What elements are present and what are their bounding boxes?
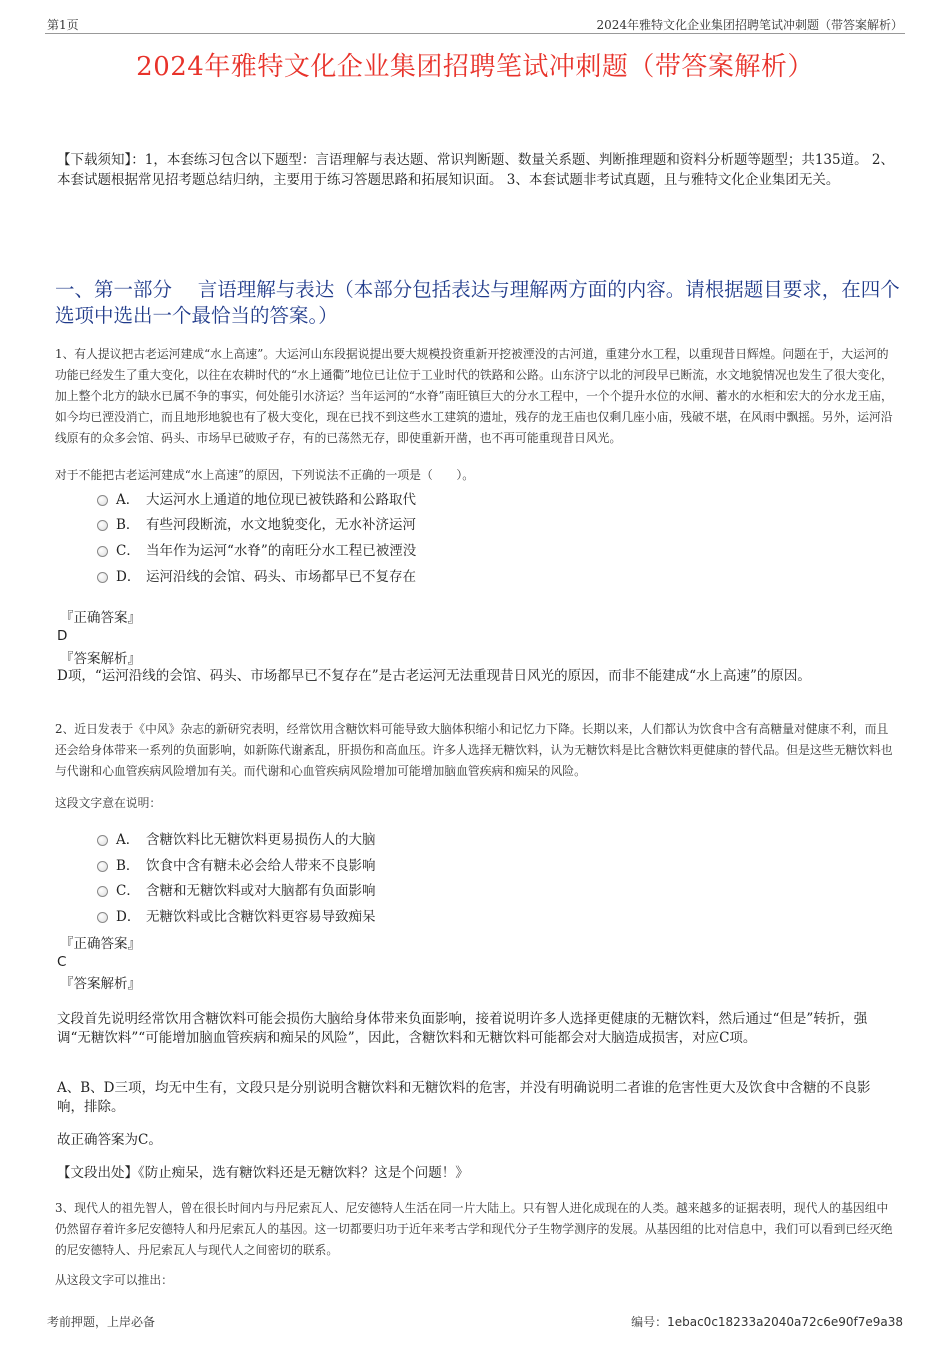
radio-icon[interactable] [97, 495, 108, 506]
radio-icon[interactable] [97, 912, 108, 923]
question-2-analysis-p3: 故正确答案为C。 [57, 1132, 162, 1148]
footer-code-label: 编号： [631, 1315, 668, 1329]
correct-answer-label: 『正确答案』 [60, 936, 141, 952]
header-divider [45, 33, 905, 34]
option-text: 无糖饮料或比含糖饮料更容易导致痴呆 [146, 909, 376, 925]
question-1-option-b[interactable] [97, 515, 416, 535]
radio-icon[interactable] [97, 546, 108, 557]
option-letter: C． [116, 543, 140, 559]
option-text: 当年作为运河“水脊”的南旺分水工程已被湮没 [146, 543, 417, 559]
question-1-stem: 对于不能把古老运河建成“水上高速”的原因，下列说法不正确的一项是（ ）。 [55, 468, 475, 482]
correct-answer-label: 『正确答案』 [60, 610, 141, 626]
footer-code-value: 1ebac0c18233a2040a72c6e90f7e9a38 [667, 1315, 903, 1329]
option-letter: D． [116, 909, 141, 925]
option-letter: B． [116, 858, 140, 874]
footer-slogan: 考前押题，上岸必备 [47, 1315, 156, 1329]
option-text: 大运河水上通道的地位现已被铁路和公路取代 [146, 492, 416, 508]
question-2-analysis-p1: 文段首先说明经常饮用含糖饮料可能会损伤大脑给身体带来负面影响，接着说明许多人选择更健康的无糖饮料，然后通过“但是”转折，强调“无糖饮料”“可能增加脑血管疾病和痴呆的风险”，因此，含糖饮料和无糖饮料可能都会对大脑造成损害，对应C项。 [57, 1011, 868, 1046]
question-1-answer: D [57, 628, 68, 644]
option-letter: A． [116, 832, 140, 848]
option-text: 运河沿线的会馆、码头、市场都早已不复存在 [146, 569, 416, 585]
download-notice: 【下载须知】：1，本套练习包含以下题型：言语理解与表达题、常识判断题、数量关系题、判断推理题和资料分析题等题型；共135道。 2、本套试题根据常见招考题总结归纳，主要用于练习答题思路和拓展知识面。 3、本套试题非考试真题，且与雅特文化企业集团无关。 [57, 152, 894, 188]
analysis-label: 『答案解析』 [60, 976, 141, 992]
radio-icon[interactable] [97, 861, 108, 872]
section-heading: 一、第一部分 言语理解与表达（本部分包括表达与理解两方面的内容。请根据题目要求，在四个选项中选出一个最恰当的答案。） [55, 278, 900, 327]
option-letter: B． [116, 517, 140, 533]
question-2-source: 【文段出处】《防止痴呆，选有糖饮料还是无糖饮料？这是个问题！》 [57, 1165, 469, 1181]
option-letter: A． [116, 492, 140, 508]
question-1-option-c[interactable] [97, 541, 416, 561]
radio-icon[interactable] [97, 886, 108, 897]
radio-icon[interactable] [97, 835, 108, 846]
document-title: 2024年雅特文化企业集团招聘笔试冲刺题（带答案解析） [136, 52, 814, 82]
option-text: 含糖饮料比无糖饮料更易损伤人的大脑 [146, 832, 376, 848]
question-2-option-b[interactable] [97, 856, 376, 876]
question-2-answer: C [57, 954, 67, 970]
option-text: 含糖和无糖饮料或对大脑都有负面影响 [146, 883, 376, 899]
question-2-option-c[interactable] [97, 881, 376, 901]
radio-icon[interactable] [97, 520, 108, 531]
option-text: 饮食中含有糖未必会给人带来不良影响 [146, 858, 376, 874]
option-text: 有些河段断流，水文地貌变化，无水补济运河 [146, 517, 416, 533]
option-letter: D． [116, 569, 141, 585]
analysis-label: 『答案解析』 [60, 651, 141, 667]
footer-code [631, 1313, 903, 1330]
question-2-option-d[interactable] [97, 907, 376, 927]
question-2-option-a[interactable] [97, 830, 376, 850]
page-number: 第1页 [47, 18, 79, 32]
question-3-text: 3、现代人的祖先智人，曾在很长时间内与丹尼索瓦人、尼安德特人生活在同一片大陆上。只有智人进化成现在的人类。越来越多的证据表明，现代人的基因组中仍然留存着许多尼安德特人和丹尼索瓦人的基因。这一切都要归功于近年来考古学和现代分子生物学测序的发展。从基因组的比对信息中，我们可以看到已经灭绝的尼安德特人、丹尼索瓦人与现代人之间密切的联系。 [55, 1201, 893, 1257]
question-1-analysis: D项，“运河沿线的会馆、码头、市场都早已不复存在”是古老运河无法重现昔日风光的原因，而非不能建成“水上高速”的原因。 [57, 668, 811, 684]
header-doc-title: 2024年雅特文化企业集团招聘笔试冲刺题（带答案解析） [596, 18, 903, 32]
radio-icon[interactable] [97, 572, 108, 583]
question-3-stem: 从这段文字可以推出： [55, 1273, 173, 1287]
question-1-option-a[interactable] [97, 490, 416, 510]
question-2-analysis-p2: A、B、D三项，均无中生有，文段只是分别说明含糖饮料和无糖饮料的危害，并没有明确说明二者谁的危害性更大及饮食中含糖的不良影响，排除。 [57, 1080, 871, 1115]
question-1-text: 1、有人提议把古老运河建成“水上高速”。大运河山东段据说提出要大规模投资重新开挖被湮没的古河道，重建分水工程，以重现昔日辉煌。问题在于，大运河的功能已经发生了重大变化，以往在农耕时代的“水上通衢”地位已让位于工业时代的铁路和公路。山东济宁以北的河段早已断流，水文地貌情况也发生了很大变化，加上整个北方的缺水已属不争的事实，何处能引水济运？当年运河的“水脊”南旺镇巨大的分水工程中，一个个提升水位的水闸、蓄水的水柜和宏大的分水龙王庙，如今均已湮没消亡，而且地形地貌也有了极大变化，现在已找不到这些水工建筑的遗址，残存的龙王庙也仅剩几座小庙，残破不堪，在风雨中飘摇。另外，运河沿线原有的众多会馆、码头、市场早已破败孑存，有的已荡然无存，即使重新开凿，也不再可能重现昔日风光。 [55, 347, 893, 445]
option-letter: C． [116, 883, 140, 899]
question-2-stem: 这段文字意在说明： [55, 796, 162, 810]
question-1-option-d[interactable] [97, 567, 416, 587]
question-2-text: 2、近日发表于《中风》杂志的新研究表明，经常饮用含糖饮料可能导致大脑体积缩小和记忆力下降。长期以来，人们都认为饮食中含有高糖量对健康不利，而且还会给身体带来一系列的负面影响，如新陈代谢紊乱，肝损伤和高血压。许多人选择无糖饮料，认为无糖饮料是比含糖饮料更健康的替代品。但是这些无糖饮料也与代谢和心血管疾病风险增加有关。而代谢和心血管疾病风险增加可能增加脑血管疾病和痴呆的风险。 [55, 722, 893, 778]
